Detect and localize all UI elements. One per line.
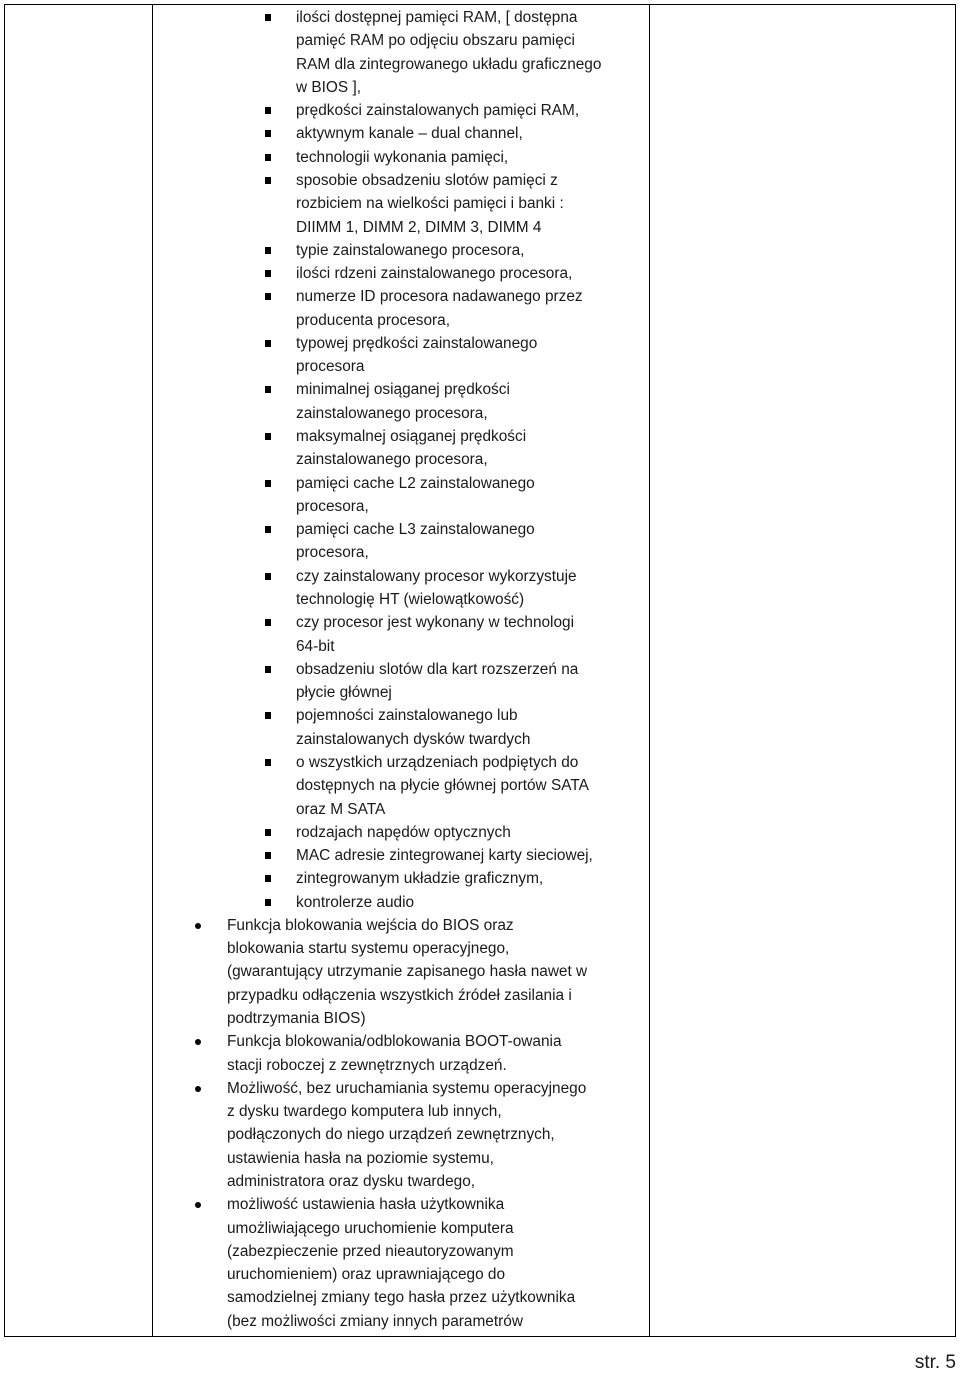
list-item-text: płycie głównej (296, 684, 392, 702)
square-bullet-icon (265, 712, 271, 719)
list-item-text: blokowania startu systemu operacyjnego, (227, 940, 510, 958)
square-bullet-icon (265, 829, 271, 836)
round-bullet-icon (195, 1202, 201, 1208)
list-item-text: typie zainstalowanego procesora, (296, 241, 525, 259)
list-item-text: (zabezpieczenie przed nieautoryzowanym (227, 1242, 514, 1260)
table-divider-right (649, 5, 650, 1336)
list-item-text: aktywnym kanale – dual channel, (296, 125, 523, 143)
list-item-text: podłączonych do niego urządzeń zewnętrznych, (227, 1126, 555, 1144)
round-bullet-icon (195, 923, 201, 929)
list-item-text: stacji roboczej z zewnętrznych urządzeń. (227, 1056, 507, 1074)
list-item-text: pamięć RAM po odjęciu obszaru pamięci (296, 32, 575, 50)
list-item-text: Możliwość, bez uruchamiania systemu operacyjnego (227, 1079, 587, 1097)
list-item-text: pamięci cache L3 zainstalowanego (296, 521, 535, 539)
list-item-text: podtrzymania BIOS) (227, 1010, 366, 1028)
list-item-text: czy procesor jest wykonany w technologi (296, 614, 575, 632)
list-item-text: samodzielnej zmiany tego hasła przez użytkownika (227, 1289, 576, 1307)
list-item-text: minimalnej osiąganej prędkości (296, 381, 510, 399)
list-item-text: przypadku odłączenia wszystkich źródeł zasilania i (227, 986, 572, 1004)
list-item-text: procesora, (296, 544, 369, 562)
list-item-text: rodzajach napędów optycznych (296, 823, 511, 841)
round-bullet-icon (195, 1039, 201, 1045)
square-bullet-icon (265, 899, 271, 906)
list-item-text: o wszystkich urządzeniach podpiętych do (296, 753, 579, 771)
square-bullet-icon (265, 270, 271, 277)
square-bullet-icon (265, 130, 271, 137)
list-item-text: RAM dla zintegrowanego układu graficznego (296, 55, 602, 73)
list-item-text: zainstalowanego procesora, (296, 404, 488, 422)
square-bullet-icon (265, 386, 271, 393)
list-item-text: obsadzeniu slotów dla kart rozszerzeń na (296, 660, 579, 678)
square-bullet-icon (265, 340, 271, 347)
list-item-text: ustawienia hasła na poziomie systemu, (227, 1149, 494, 1167)
list-item-text: producenta procesora, (296, 311, 451, 329)
list-item-text: Funkcja blokowania wejścia do BIOS oraz (227, 916, 514, 934)
square-bullet-icon (265, 177, 271, 184)
list-item-text: zintegrowanym układzie graficznym, (296, 870, 544, 888)
list-item-text: ilości dostępnej pamięci RAM, [ dostępna (296, 9, 578, 26)
square-bullet-icon (265, 14, 271, 21)
round-bullet-icon (195, 1086, 201, 1092)
list-item-text: maksymalnej osiąganej prędkości (296, 428, 527, 446)
list-item-text: administratora oraz dysku twardego, (227, 1173, 476, 1190)
list-item-text: z dysku twardego komputera lub innych, (227, 1103, 502, 1121)
list-item-text: zainstalowanego procesora, (296, 451, 488, 469)
list-item-text: czy zainstalowany procesor wykorzystuje (296, 567, 577, 585)
list-item-text: DIIMM 1, DIMM 2, DIMM 3, DIMM 4 (296, 218, 542, 236)
list-item-text: numerze ID procesora nadawanego przez (296, 288, 583, 306)
list-item-text: pamięci cache L2 zainstalowanego (296, 474, 535, 492)
page-number: str. 5 (914, 1352, 956, 1373)
square-bullet-icon (265, 573, 271, 580)
square-bullet-icon (265, 107, 271, 114)
square-bullet-icon (265, 526, 271, 533)
list-item-text: prędkości zainstalowanych pamięci RAM, (296, 102, 580, 120)
list-item-text: MAC adresie zintegrowanej karty sieciowej, (296, 847, 593, 865)
list-item-text: procesora (296, 358, 365, 376)
list-item-text: uruchomieniem) oraz uprawniającego do (227, 1266, 506, 1284)
list-item-text: oraz M SATA (296, 800, 386, 818)
list-item-text: ilości rdzeni zainstalowanego procesora, (296, 265, 573, 283)
square-bullet-icon (265, 433, 271, 440)
square-bullet-icon (265, 480, 271, 487)
square-bullet-icon (265, 619, 271, 626)
list-item-text: technologię HT (wielowątkowość) (296, 591, 525, 608)
square-bullet-icon (265, 154, 271, 161)
list-item-text: w BIOS ], (296, 78, 361, 96)
list-item-text: technologii wykonania pamięci, (296, 148, 509, 166)
list-item-text: rozbiciem na wielkości pamięci i banki : (296, 195, 564, 213)
list-item-text: zainstalowanych dysków twardych (296, 730, 531, 748)
list-item-text: dostępnych na płycie głównej portów SATA (296, 777, 589, 795)
spec-table (4, 4, 956, 1337)
square-bullet-icon (265, 852, 271, 859)
list-item-text: typowej prędkości zainstalowanego (296, 334, 538, 352)
list-item-text: możliwość ustawienia hasła użytkownika (227, 1196, 505, 1214)
list-item-text: umożliwiającego uruchomienie komputera (227, 1219, 514, 1237)
list-item-text: (bez możliwości zmiany innych parametrów (227, 1312, 523, 1330)
requirements-cell (153, 5, 649, 1336)
list-item-text: kontrolerze audio (296, 893, 415, 911)
list-item-text: pojemności zainstalowanego lub (296, 707, 518, 725)
square-bullet-icon (265, 875, 271, 882)
square-bullet-icon (265, 666, 271, 673)
list-item-text: Funkcja blokowania/odblokowania BOOT-owania (227, 1033, 562, 1051)
list-item-text: (gwarantujący utrzymanie zapisanego hasła nawet w (227, 963, 588, 981)
square-bullet-icon (265, 759, 271, 766)
square-bullet-icon (265, 247, 271, 254)
list-item-text: 64-bit (296, 637, 335, 655)
square-bullet-icon (265, 293, 271, 300)
list-item-text: sposobie obsadzeniu slotów pamięci z (296, 171, 558, 189)
list-item-text: procesora, (296, 497, 369, 515)
